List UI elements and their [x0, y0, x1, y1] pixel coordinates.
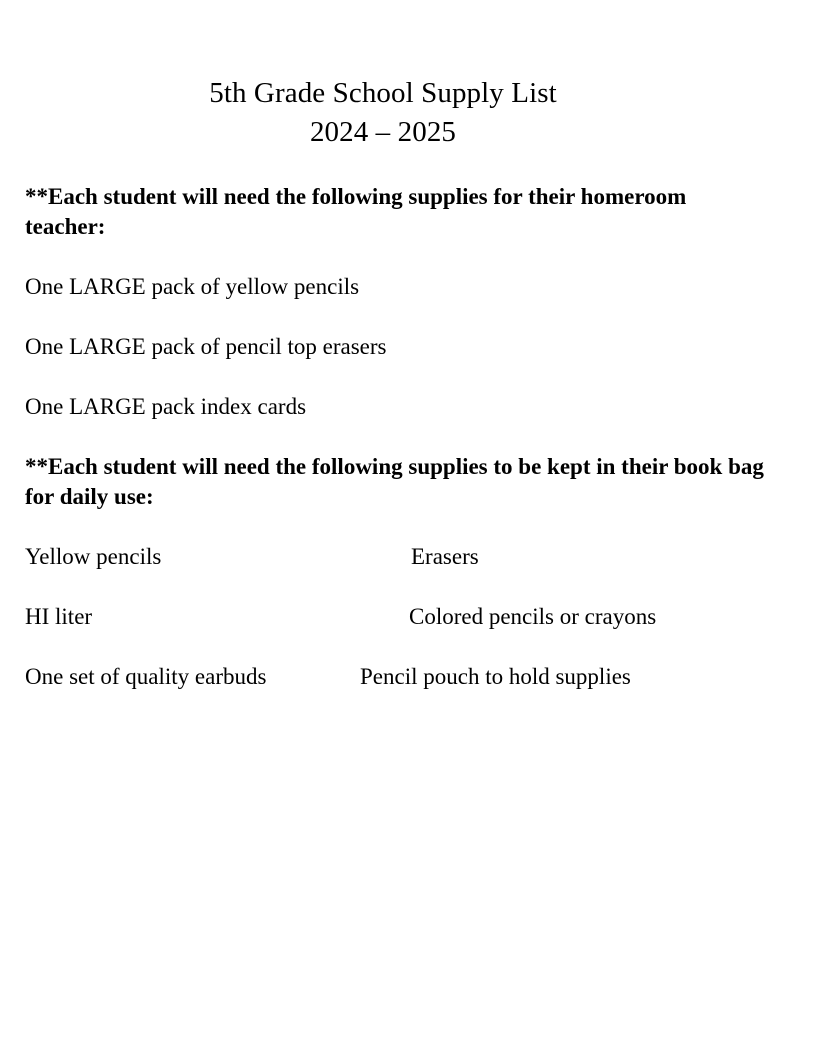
spacer — [25, 242, 775, 272]
spacer — [25, 512, 775, 542]
bookbag-item-left: One set of quality earbuds — [25, 664, 267, 689]
document-body — [25, 0, 775, 722]
title-line-2: 2024 – 2025 — [309, 116, 457, 148]
bookbag-row — [25, 542, 775, 602]
document-title — [0, 0, 766, 152]
homeroom-item-2: One LARGE pack of pencil top erasers — [25, 334, 387, 359]
bookbag-item-right: Colored pencils or crayons — [409, 604, 657, 629]
bookbag-row — [25, 602, 775, 662]
spacer — [25, 152, 775, 182]
bookbag-row — [25, 662, 775, 722]
bookbag-item-right: Erasers — [411, 544, 479, 569]
title-line-1: 5th Grade School Supply List — [209, 77, 557, 109]
homeroom-item-3: One LARGE pack index cards — [25, 394, 307, 419]
heading-bookbag-supplies: **Each student will need the following supplies to be kept in their book bag for daily use: — [25, 454, 764, 509]
heading-homeroom-supplies: **Each student will need the following supplies for their homeroom teacher: — [25, 184, 687, 239]
bookbag-item-left: HI liter — [25, 604, 93, 629]
bookbag-item-right: Pencil pouch to hold supplies — [360, 664, 631, 689]
homeroom-item-1: One LARGE pack of yellow pencils — [25, 274, 360, 299]
bookbag-item-left: Yellow pencils — [25, 544, 162, 569]
